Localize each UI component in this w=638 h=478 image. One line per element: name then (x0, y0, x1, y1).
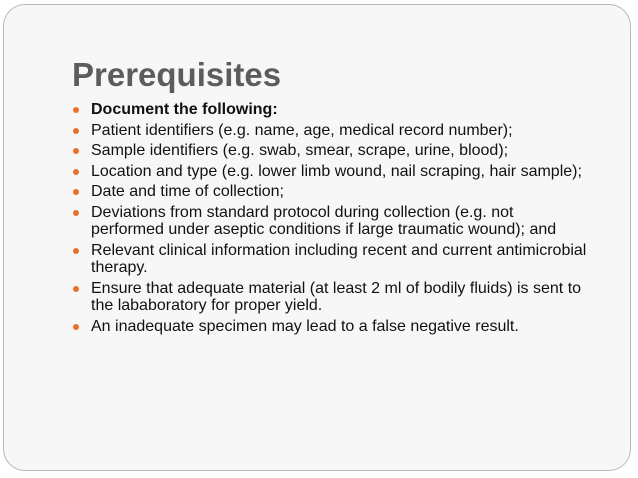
bullet-dot-icon (73, 148, 79, 154)
bullet-item (70, 163, 590, 181)
slide-title: Prerequisites (72, 56, 282, 93)
bullet-dot-icon (73, 169, 79, 175)
bullet-item (70, 122, 590, 140)
bullet-text: Date and time of collection; (91, 183, 284, 200)
bullet-text: Document the following: (91, 101, 278, 118)
bullet-text: An inadequate specimen may lead to a false negative result. (91, 317, 519, 335)
bullet-text: Patient identifiers (e.g. name, age, medical record number); (91, 121, 513, 139)
slide-frame (3, 4, 631, 471)
bullet-list (70, 101, 590, 338)
bullet-text: Ensure that adequate material (at least 2 ml of bodily fluids) is sent to the lababoratory for proper yield. (91, 279, 582, 314)
bullet-text: Location and type (e.g. lower limb wound, nail scraping, hair sample); (91, 162, 582, 180)
bullet-item (70, 101, 590, 119)
bullet-dot-icon (73, 189, 79, 195)
bullet-dot-icon (73, 248, 79, 254)
bullet-text: Relevant clinical information including recent and current antimicrobial therapy. (91, 241, 587, 276)
bullet-dot-icon (73, 324, 79, 330)
bullet-item (70, 318, 590, 336)
bullet-dot-icon (73, 128, 79, 134)
bullet-item (70, 204, 590, 239)
bullet-item (70, 280, 590, 315)
bullet-dot-icon (73, 210, 79, 216)
bullet-text: Sample identifiers (e.g. swab, smear, scrape, urine, blood); (91, 142, 509, 159)
bullet-item (70, 183, 590, 201)
bullet-text: Deviations from standard protocol during collection (e.g. not performed under aseptic conditions if large traumatic wound); and (91, 203, 557, 238)
bullet-dot-icon (73, 286, 79, 292)
bullet-item (70, 142, 590, 160)
bullet-dot-icon (73, 107, 79, 113)
bullet-item (70, 242, 590, 277)
